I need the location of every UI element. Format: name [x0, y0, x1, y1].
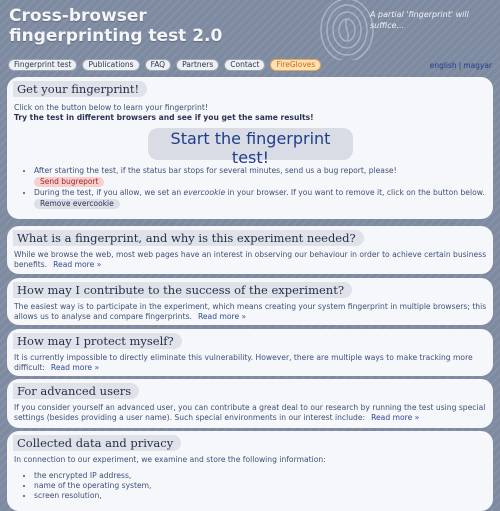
remove-evercookie-button[interactable]: Remove evercookie: [34, 199, 120, 209]
collected-data-body: In connection to our experiment, we examine and store the following information:: [14, 455, 326, 464]
language-switcher: [430, 61, 492, 70]
start-test-button[interactable]: Start the fingerprint test!: [148, 128, 353, 160]
nav-tab-fingerprint-test[interactable]: Fingerprint test: [8, 59, 77, 71]
site-title-line1: Cross-browser: [9, 6, 147, 26]
instructions-list: [14, 166, 487, 210]
tagline: A partial 'fingerprint' will suffice...: [370, 10, 469, 30]
what-is-fingerprint-text: While we browse the web, most web pages have an interest in observing our behaviour in order to achieve certain business benefits.: [14, 250, 487, 269]
site-title[interactable]: [9, 6, 222, 46]
collected-data-list: [14, 471, 487, 501]
lang-separator: |: [458, 61, 462, 70]
bug-report-text: After starting the test, if the status bar stops for several minutes, send us a bug report, please!: [34, 166, 397, 175]
nav-tab-firegloves[interactable]: FireGloves: [270, 59, 321, 71]
section-title-collected-data: Collected data and privacy: [13, 435, 181, 451]
nav-tab-contact[interactable]: Contact: [224, 59, 265, 71]
panel-contribute: [7, 278, 493, 325]
site-title-line2: fingerprinting test 2.0: [9, 26, 223, 46]
section-title-contribute: How may I contribute to the success of the experiment?: [13, 282, 352, 298]
get-fingerprint-intro: [14, 103, 487, 123]
lang-english-link[interactable]: english: [429, 61, 457, 70]
section-title-advanced-users: For advanced users: [13, 383, 139, 399]
what-is-fingerprint-body: [14, 250, 487, 270]
main-nav: [8, 59, 321, 71]
panel-get-fingerprint: [7, 77, 493, 219]
section-title-get-fingerprint: Get your fingerprint!: [13, 81, 147, 97]
list-item: [34, 166, 487, 188]
panel-protect: [7, 329, 493, 376]
intro-text: Click on the button below to learn your fingerprint!: [14, 103, 208, 112]
protect-body: [14, 353, 487, 373]
send-bugreport-button[interactable]: Send bugreport: [34, 177, 104, 187]
advanced-users-text: If you consider yourself an advanced user, you can contribute a great deal to our research by running the test using special settings (besides providing a user name). Such special environments in our interest include:: [14, 403, 486, 422]
nav-tab-publications[interactable]: Publications: [82, 59, 139, 71]
list-item: • screen resolution,: [34, 491, 487, 501]
panel-what-is-fingerprint: [7, 226, 493, 274]
contribute-body: [14, 302, 487, 322]
nav-tab-faq[interactable]: FAQ: [145, 59, 172, 71]
list-item: [34, 188, 487, 210]
panel-advanced-users: [7, 379, 493, 428]
read-more-advanced-link[interactable]: Read more »: [371, 413, 420, 422]
contribute-text: The easiest way is to participate in the experiment, which means creating your system fingerprint in multiple browsers; this allows us to analyse and compare fingerprints.: [14, 302, 487, 321]
evercookie-term: evercookie: [183, 188, 226, 197]
read-more-what-link[interactable]: Read more »: [53, 260, 102, 269]
panel-collected-data: [7, 431, 493, 511]
intro-bold-text: Try the test in different browsers and see if you get the same results!: [14, 113, 314, 122]
read-more-contribute-link[interactable]: Read more »: [197, 312, 247, 321]
list-item: • the encrypted IP address,: [34, 471, 487, 481]
section-title-what-is-fingerprint: What is a fingerprint, and why is this experiment needed?: [13, 230, 364, 246]
read-more-protect-link[interactable]: Read more »: [50, 363, 100, 372]
protect-text: It is currently impossible to directly eliminate this vulnerability. However, there are multiple ways to make tracking more difficult:: [14, 353, 473, 372]
evercookie-text-after: in your browser. If you want to remove it, click on the button below.: [225, 188, 485, 197]
advanced-users-body: [14, 403, 487, 423]
site-header: [0, 0, 500, 70]
evercookie-text-before: During the test, if you allow, we set an: [34, 188, 184, 197]
section-title-protect: How may I protect myself?: [13, 333, 182, 349]
list-item: • name of the operating system,: [34, 481, 487, 491]
lang-magyar-link[interactable]: magyar: [463, 61, 492, 70]
nav-tab-partners[interactable]: Partners: [176, 59, 219, 71]
